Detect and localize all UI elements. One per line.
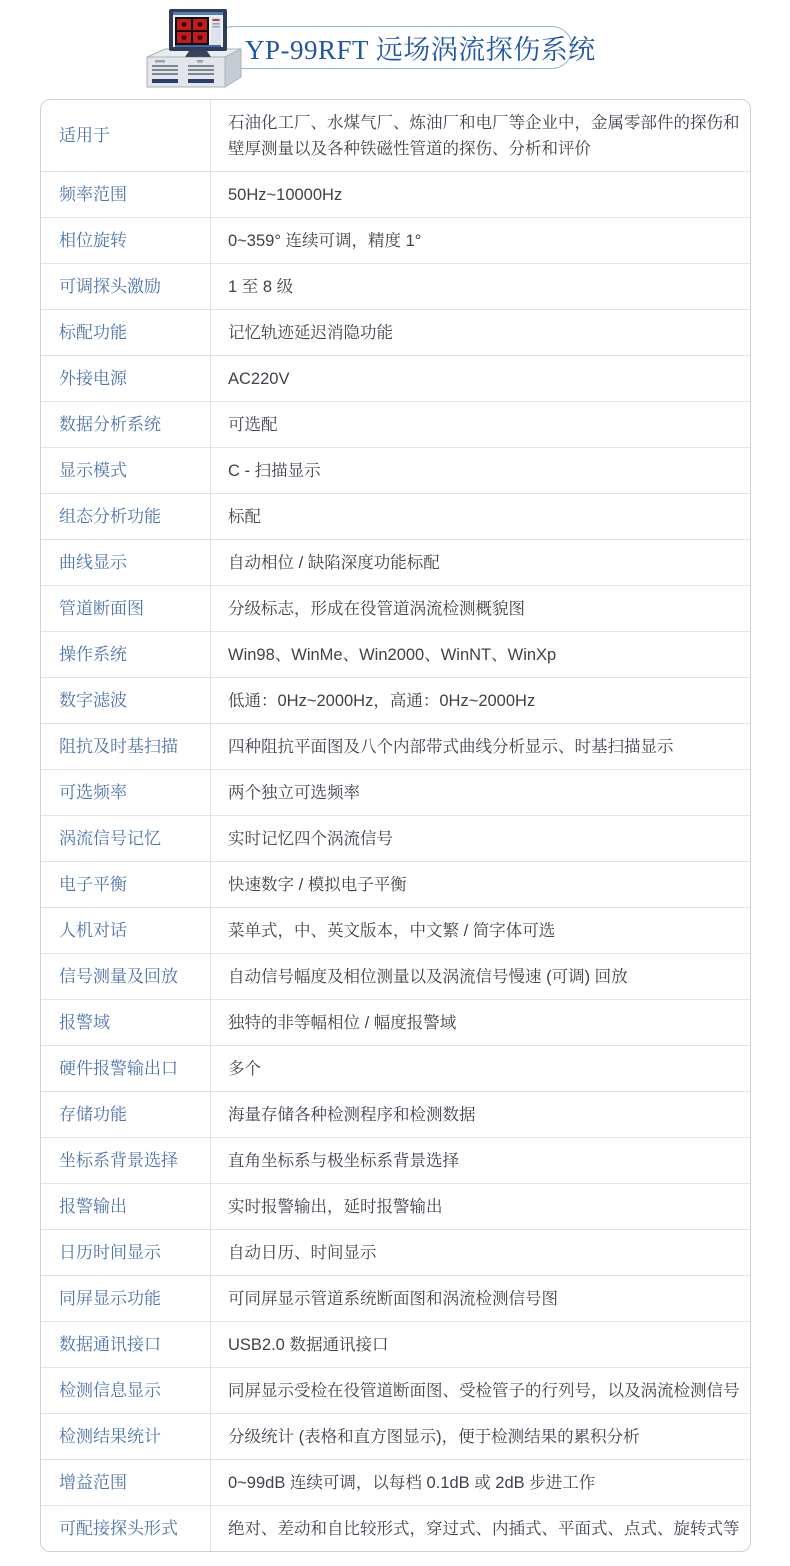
spec-value: 多个: [228, 1059, 261, 1078]
spec-label: 组态分析功能: [41, 494, 211, 539]
spec-label: 检测结果统计: [41, 1414, 211, 1459]
spec-value: 可选配: [228, 415, 278, 434]
eddy-current-instrument-icon: [141, 9, 247, 95]
spec-value: 绝对、差动和自比较形式，穿过式、内插式、平面式、点式、旋转式等: [228, 1519, 740, 1538]
spec-label: 报警域: [41, 1000, 211, 1045]
spec-value: 同屏显示受检在役管道断面图、受检管子的行列号，以及涡流检测信号: [228, 1381, 740, 1400]
table-row: [41, 953, 750, 999]
spec-table: [40, 99, 751, 1552]
spec-label: 数据分析系统: [41, 402, 211, 447]
table-row: [41, 539, 750, 585]
spec-label: 适用于: [41, 100, 211, 171]
table-row: [41, 1459, 750, 1505]
table-row: [41, 585, 750, 631]
spec-label: 存储功能: [41, 1092, 211, 1137]
spec-value: 实时记忆四个涡流信号: [228, 829, 393, 848]
table-row: [41, 1091, 750, 1137]
spec-label: 相位旋转: [41, 218, 211, 263]
table-row: [41, 401, 750, 447]
spec-label: 显示模式: [41, 448, 211, 493]
spec-value: 记忆轨迹延迟消隐功能: [228, 323, 393, 342]
spec-value: 四种阻抗平面图及八个内部带式曲线分析显示、时基扫描显示: [228, 737, 674, 756]
spec-value: 独特的非等幅相位 / 幅度报警域: [228, 1013, 457, 1032]
spec-value: 标配: [228, 507, 261, 526]
table-row: [41, 907, 750, 953]
spec-value: 分级统计 (表格和直方图显示)，便于检测结果的累积分析: [228, 1427, 640, 1446]
spec-label: 硬件报警输出口: [41, 1046, 211, 1091]
table-row: [41, 1045, 750, 1091]
spec-value: USB2.0 数据通讯接口: [228, 1335, 389, 1354]
table-row: [41, 263, 750, 309]
table-row: [41, 355, 750, 401]
table-row: [41, 1367, 750, 1413]
table-row: [41, 769, 750, 815]
table-row: [41, 1321, 750, 1367]
spec-label: 操作系统: [41, 632, 211, 677]
spec-label: 频率范围: [41, 172, 211, 217]
table-row: [41, 217, 750, 263]
spec-value: AC220V: [228, 369, 290, 388]
spec-value: 快速数字 / 模拟电子平衡: [228, 875, 407, 894]
spec-value: 0~99dB 连续可调，以每档 0.1dB 或 2dB 步进工作: [228, 1473, 596, 1492]
spec-label: 标配功能: [41, 310, 211, 355]
spec-value: C - 扫描显示: [228, 461, 321, 480]
table-row: [41, 1229, 750, 1275]
table-row: [41, 493, 750, 539]
table-row: [41, 1183, 750, 1229]
table-row: [41, 1505, 750, 1551]
table-row: [41, 1275, 750, 1321]
table-row: [41, 723, 750, 769]
spec-value: 菜单式，中、英文版本，中文繁 / 简字体可选: [228, 921, 556, 940]
table-row: [41, 815, 750, 861]
table-row: [41, 861, 750, 907]
spec-label: 人机对话: [41, 908, 211, 953]
table-row: [41, 631, 750, 677]
title-box: [212, 26, 596, 69]
spec-value: 0~359° 连续可调，精度 1°: [228, 231, 422, 250]
spec-label: 可配接探头形式: [41, 1506, 211, 1551]
spec-label: 阻抗及时基扫描: [41, 724, 211, 769]
spec-value: 分级标志，形成在役管道涡流检测概貌图: [228, 599, 525, 618]
spec-value: 海量存储各种检测程序和检测数据: [228, 1105, 476, 1124]
spec-value: 两个独立可选频率: [228, 783, 360, 802]
spec-label: 数字滤波: [41, 678, 211, 723]
spec-value: 自动日历、时间显示: [228, 1243, 377, 1262]
spec-label: 信号测量及回放: [41, 954, 211, 999]
page-title: YP-99RFT 远场涡流探伤系统: [245, 35, 596, 65]
spec-label: 可选频率: [41, 770, 211, 815]
spec-value: 50Hz~10000Hz: [228, 185, 343, 204]
spec-label: 坐标系背景选择: [41, 1138, 211, 1183]
table-row: [41, 447, 750, 493]
spec-value: 可同屏显示管道系统断面图和涡流检测信号图: [228, 1289, 558, 1308]
spec-value: 自动信号幅度及相位测量以及涡流信号慢速 (可调) 回放: [228, 967, 628, 986]
spec-label: 日历时间显示: [41, 1230, 211, 1275]
table-row: [41, 309, 750, 355]
spec-value: 自动相位 / 缺陷深度功能标配: [228, 553, 440, 572]
header: [0, 0, 790, 99]
spec-value: 实时报警输出，延时报警输出: [228, 1197, 443, 1216]
spec-label: 检测信息显示: [41, 1368, 211, 1413]
table-row: [41, 100, 750, 171]
spec-value: 直角坐标系与极坐标系背景选择: [228, 1151, 459, 1170]
spec-label: 曲线显示: [41, 540, 211, 585]
table-row: [41, 171, 750, 217]
spec-label: 电子平衡: [41, 862, 211, 907]
spec-label: 同屏显示功能: [41, 1276, 211, 1321]
spec-label: 涡流信号记忆: [41, 816, 211, 861]
table-row: [41, 1413, 750, 1459]
spec-label: 报警输出: [41, 1184, 211, 1229]
spec-value: 1 至 8 级: [228, 277, 294, 296]
spec-label: 可调探头激励: [41, 264, 211, 309]
spec-label: 增益范围: [41, 1460, 211, 1505]
table-row: [41, 677, 750, 723]
spec-label: 管道断面图: [41, 586, 211, 631]
spec-value: 石油化工厂、水煤气厂、炼油厂和电厂等企业中，金属零部件的探伤和壁厚测量以及各种铁磁性管道的探伤、分析和评价: [228, 113, 740, 158]
spec-label: 数据通讯接口: [41, 1322, 211, 1367]
spec-value: Win98、WinMe、Win2000、WinNT、WinXp: [228, 645, 557, 664]
spec-label: 外接电源: [41, 356, 211, 401]
table-row: [41, 1137, 750, 1183]
table-row: [41, 999, 750, 1045]
spec-value: 低通：0Hz~2000Hz，高通：0Hz~2000Hz: [228, 691, 536, 710]
